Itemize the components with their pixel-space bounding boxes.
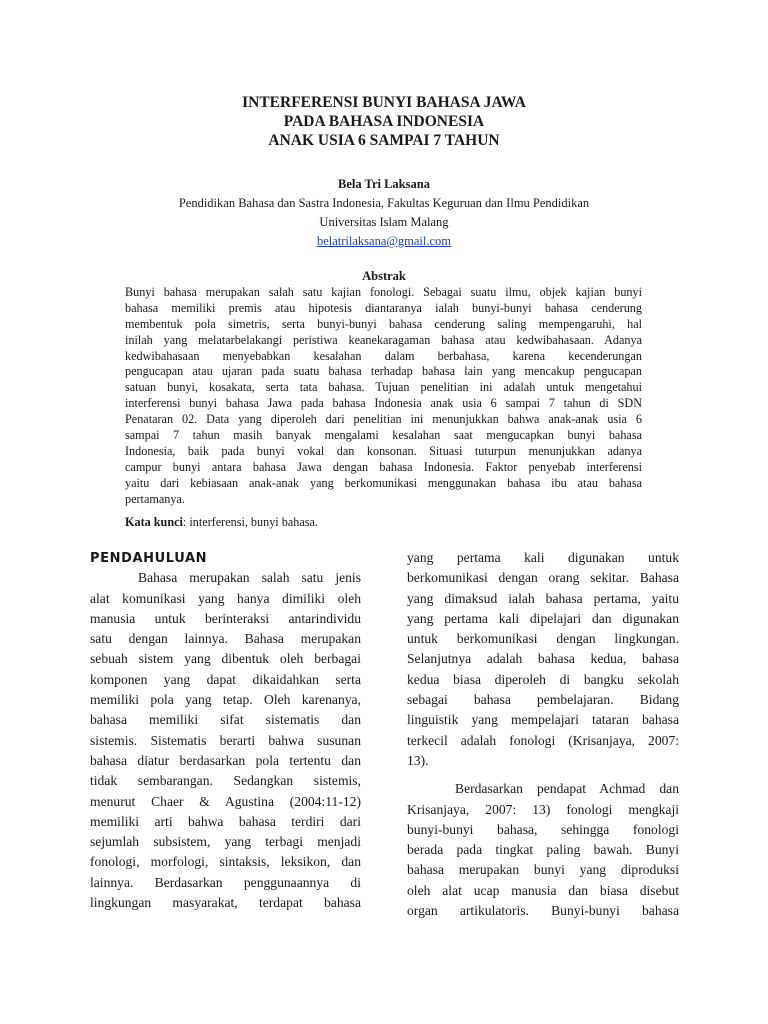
body-column-right xyxy=(407,548,679,921)
body-line: komponen yang dapat dikaidahkan serta xyxy=(90,671,361,687)
body-line: terkecil adalah fonologi (Krisanjaya, 2007: xyxy=(407,732,679,748)
abstract-line: bahasa memiliki premis atau hipotesis diantaranya ialah bunyi-bunyi bahasa cenderung xyxy=(125,300,642,315)
abstract-line: campur bunyi antara bahasa Jawa dengan bahasa Indonesia. Faktor penyebab interferensi xyxy=(125,459,642,474)
body-line: sejumlah subsistem, yang terbagi menjadi xyxy=(90,834,361,850)
body-line: menurut Chaer & Agustina (2004:11-12) xyxy=(90,793,361,809)
body-line: Bahasa merupakan salah satu jenis xyxy=(138,570,361,586)
body-line: bunyi-bunyi bahasa, sehingga fonologi xyxy=(407,821,679,837)
body-line: kedua biasa diperoleh di bangku sekolah xyxy=(407,671,679,687)
body-line: lainnya. Berdasarkan penggunaannya di xyxy=(90,874,361,890)
body-line: yang pertama kali dipelajari dan digunakan xyxy=(407,610,679,626)
abstract-line: yaitu dari kebiasaan anak-anak yang berkomunikasi menggunakan bahasa ibu atau bahasa xyxy=(125,475,642,490)
keywords xyxy=(125,514,642,530)
body-line: satu dengan lainnya. Bahasa merupakan xyxy=(90,631,361,647)
body-line: fonologi, morfologi, sintaksis, leksikon, dan xyxy=(90,854,361,870)
abstract-line: inilah yang melatarbelakangi peristiwa keanekaragaman bahasa atau kedwibahasaan. Adanya xyxy=(125,332,642,347)
affiliation-line-1: Pendidikan Bahasa dan Sastra Indonesia, Fakultas Keguruan dan Ilmu Pendidikan xyxy=(178,196,590,210)
body-line: manusia untuk berinteraksi antarindividu xyxy=(90,610,361,626)
title-line-3: ANAK USIA 6 SAMPAI 7 TAHUN xyxy=(268,132,500,149)
keywords-label: Kata kunci xyxy=(125,515,183,529)
body-line: bahasa memiliki sifat sistematis dan xyxy=(90,712,361,728)
body-line: berkomunikasi dengan orang sekitar. Bahasa xyxy=(407,570,679,586)
body-line: bahasa merupakan bunyi yang diproduksi xyxy=(407,862,679,878)
affiliation-line-2: Universitas Islam Malang xyxy=(319,215,449,229)
author-affiliation xyxy=(84,194,684,251)
abstract-line: Penataran 02. Data yang diperoleh dari penelitian ini menunjukkan bahwa anak-anak usia 6 xyxy=(125,412,642,427)
abstract-line: Bunyi bahasa merupakan salah satu kajian fonologi. Sebagai suatu ilmu, objek kajian bunyi xyxy=(125,285,642,299)
abstract-line: pengucapan atau ujaran pada suatu bahasa terhadap bahasa lain yang mencakup pengucapan xyxy=(125,364,642,379)
abstract-line: kedwibahasaan menyebabkan kesalahan dalam berbahasa, karena kecenderungan xyxy=(125,348,642,363)
body-line: oleh alat ucap manusia dan biasa disebut xyxy=(407,882,679,898)
body-line: Selanjutnya adalah bahasa kedua, bahasa xyxy=(407,651,679,667)
abstract-line: Indonesia, baik pada bunyi vokal dan konsonan. Situasi tuturpun menunjukkan adanya xyxy=(125,443,642,458)
title-line-2: PADA BAHASA INDONESIA xyxy=(283,113,485,130)
body-line: sebuah sistem yang dibentuk oleh berbagai xyxy=(90,651,361,667)
body-line: tidak sembarangan. Sedangkan sistemis, xyxy=(90,773,361,789)
body-line: sebagai bahasa pembelajaran. Bidang xyxy=(407,692,679,708)
body-line: untuk berkomunikasi dengan lingkungan. xyxy=(407,631,679,647)
body-line: bahasa diatur berdasarkan pola tertentu dan xyxy=(90,752,361,768)
author-name: Bela Tri Laksana xyxy=(338,177,430,191)
body-line: berada pada tingkat paling bawah. Bunyi xyxy=(407,842,679,858)
body-line: memiliki pola yang tetap. Oleh karenanya, xyxy=(90,692,361,708)
abstract-line: satuan bunyi, kosakata, serta tata bahasa. Tujuan penelitian ini adalah untuk mengetahui xyxy=(125,380,642,395)
abstract-line: membentuk pola simetris, serta bunyi-bunyi bahasa cenderung saling mempengaruhi, hal xyxy=(125,316,642,331)
paper-title xyxy=(84,93,684,150)
body-line: 13). xyxy=(407,752,429,768)
body-line: alat komunikasi yang hanya dimiliki oleh xyxy=(90,590,361,606)
abstract-line: sampai 7 tahun masih banyak mengalami kesalahan saat mengucapkan bunyi bahasa xyxy=(125,428,642,443)
title-line-1: INTERFERENSI BUNYI BAHASA JAWA xyxy=(242,94,526,111)
body-line: Berdasarkan pendapat Achmad dan xyxy=(455,781,679,797)
body-line: Krisanjaya, 2007: 13) fonologi mengkaji xyxy=(407,801,679,817)
body-line: yang pertama kali digunakan untuk xyxy=(407,550,679,565)
abstract-line: interferensi bunyi bahasa Jawa pada bahasa Indonesia anak usia 6 sampai 7 tahun di SDN xyxy=(125,396,642,411)
body-line: sistemis. Sistematis berarti bahwa susunan xyxy=(90,732,361,748)
body-line: lingkungan masyarakat, terdapat bahasa xyxy=(90,895,361,911)
abstract-body xyxy=(125,285,642,507)
keywords-text: : interferensi, bunyi bahasa. xyxy=(182,515,318,529)
section-heading: PENDAHULUAN xyxy=(90,551,208,566)
body-line: linguistik yang mempelajari tataran bahasa xyxy=(407,712,679,728)
abstract-line: pertamanya. xyxy=(125,491,185,506)
body-line: yang dimaksud ialah bahasa pertama, yaitu xyxy=(407,590,679,606)
body-line: memiliki arti bahwa bahasa terdiri dari xyxy=(90,813,361,829)
body-column-left xyxy=(90,548,361,913)
author-email-link[interactable]: belatrilaksana@gmail.com xyxy=(316,234,452,248)
body-line: organ artikulatoris. Bunyi-bunyi bahasa xyxy=(407,903,679,919)
abstract-heading: Abstrak xyxy=(362,269,406,283)
